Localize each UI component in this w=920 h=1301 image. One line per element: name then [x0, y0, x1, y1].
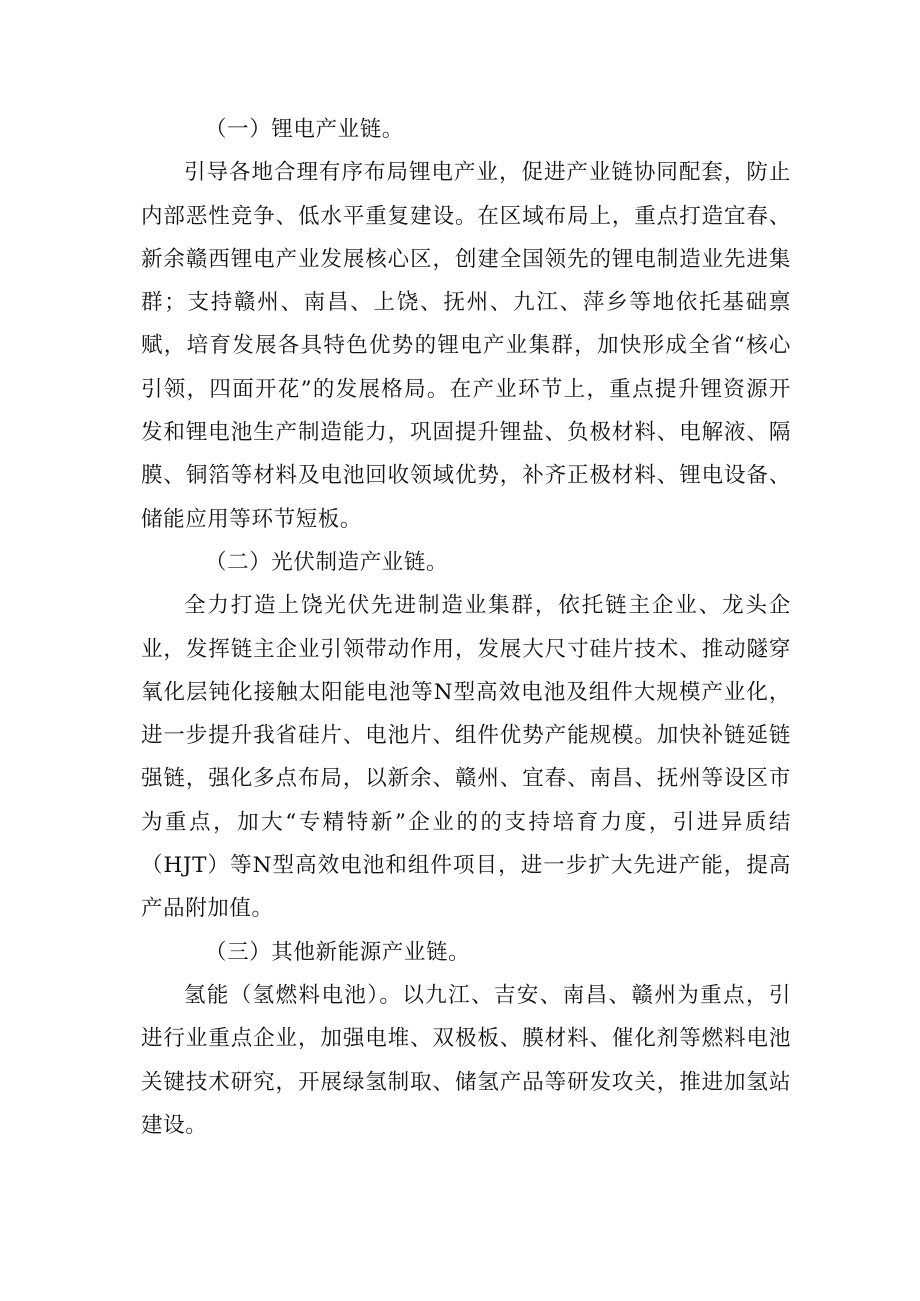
section-heading-photovoltaic: （二）光伏制造产业链。 [205, 549, 449, 575]
section-paragraph-lithium: 引导各地合理有序布局锂电产业，促进产业链协同配套，防止内部恶性竞争、低水平重复建设。在区域布局上，重点打造宜春、新余赣西锂电产业发展核心区，创建全国领先的锂电制造业先进集群；支持赣州、南昌、上饶、抚州、九江、萍乡等地依托基础禀赋，培育发展各具特色优势的锂电产业集群，加快形成全省“核心引领，四面开花”的发展格局。在产业环节上，重点提升锂资源开发和锂电池生产制造能力，巩固提升锂盐、负极材料、电解液、隔膜、铜箔等材料及电池回收领域优势，补齐正极材料、锂电设备、储能应用等环节短板。 [141, 160, 791, 532]
document-body [141, 108, 791, 1147]
section-paragraph-other-energy: 氢能（氢燃料电池）。以九江、吉安、南昌、赣州为重点，引进行业重点企业，加强电堆、双极板、膜材料、催化剂等燃料电池关键技术研究，开展绿氢制取、储氢产品等研发攻关，推进加氢站建设。 [141, 982, 791, 1138]
section-paragraph-photovoltaic: 全力打造上饶光伏先进制造业集群，依托链主企业、龙头企业，发挥链主企业引领带动作用，发展大尺寸硅片技术、推动隧穿氧化层钝化接触太阳能电池等N型高效电池及组件大规模产业化，进一步提升我省硅片、电池片、组件优势产能规模。加快补链延链强链，强化多点布局，以新余、赣州、宜春、南昌、抚州等设区市为重点，加大“专精特新”企业的的支持培育力度，引进异质结（HJT）等N型高效电池和组件项目，进一步扩大先进产能，提高产品附加值。 [141, 593, 791, 922]
section-heading-other-energy: （三）其他新能源产业链。 [205, 939, 471, 965]
section-heading-lithium: （一）锂电产业链。 [205, 117, 404, 142]
